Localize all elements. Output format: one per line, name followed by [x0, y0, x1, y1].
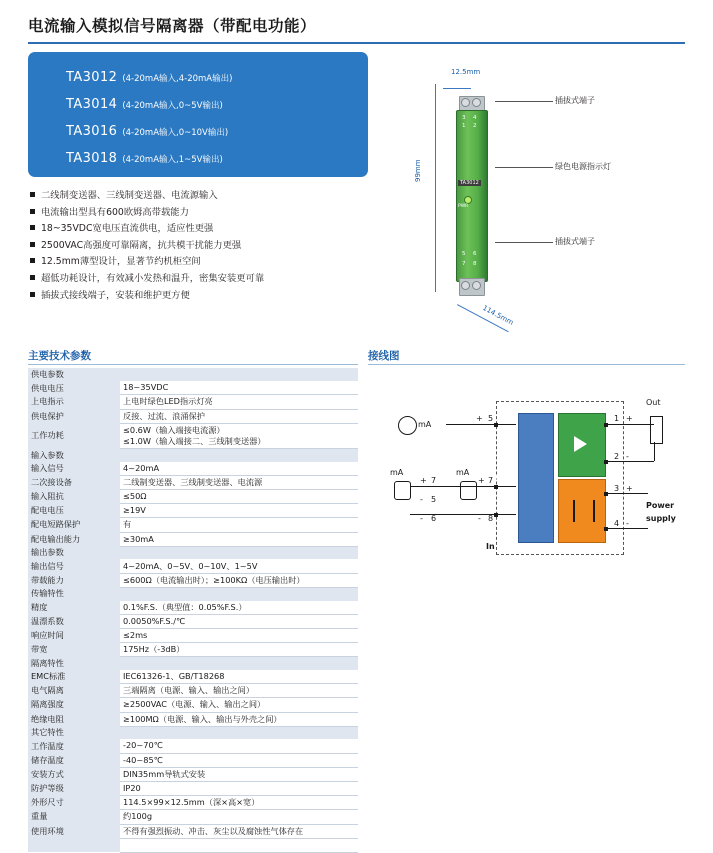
- sign-plus: +: [626, 414, 633, 423]
- sign-plus: +: [626, 484, 633, 493]
- spec-value: ≤2ms: [120, 628, 358, 642]
- device-drawing: [450, 92, 496, 297]
- spec-key: 配电输出能力: [28, 532, 120, 546]
- spec-value: 0.1%F.S.（典型值：0.05%F.S.）: [120, 601, 358, 615]
- callout-top-terminal: 插拔式端子: [555, 96, 595, 105]
- milliamp-meter-icon: [398, 416, 417, 435]
- callout-line-bottom: [495, 242, 553, 243]
- bullet-square-icon: [30, 209, 35, 214]
- spec-value: 二线制变送器、三线制变送器、电流源: [120, 475, 358, 489]
- terminal-7: 7: [431, 476, 437, 485]
- spec-key: 电气隔离: [28, 684, 120, 698]
- spec-value: 18~35VDC: [120, 381, 358, 395]
- spec-value: 三端隔离（电源、输入、输出之间）: [120, 684, 358, 698]
- table-row: [28, 712, 358, 726]
- table-row: [28, 587, 358, 600]
- spec-value: ≤600Ω（电流输出时）；≥100KΩ（电压输出时）: [120, 573, 358, 587]
- sign-plus: +: [478, 476, 485, 485]
- terminal-number: 6: [473, 251, 477, 257]
- spec-value: 约100g: [120, 810, 358, 824]
- power-led-label: PWR: [458, 204, 469, 209]
- wire: [606, 461, 654, 462]
- model-desc: (4-20mA输入,0~10V输出): [122, 128, 229, 138]
- table-row: [28, 753, 358, 767]
- device-model-label: TA3012: [460, 180, 479, 186]
- terminal-dot: [494, 485, 498, 489]
- amplifier-icon: [574, 436, 587, 452]
- spec-key: 安装方式: [28, 767, 120, 781]
- table-row: [28, 670, 358, 684]
- spec-key: 带载能力: [28, 573, 120, 587]
- wiring-section-rule: [368, 364, 685, 365]
- output-block: [558, 413, 606, 477]
- spec-value: [120, 448, 358, 461]
- dimension-height-line: [435, 84, 437, 292]
- model-code: TA3018: [66, 151, 118, 166]
- ma-label-mid: mA: [456, 468, 470, 477]
- model-desc: (4-20mA输入,1~5V输出): [122, 155, 223, 165]
- model-desc: (4-20mA输入,4-20mA输出): [122, 74, 233, 84]
- spec-value: -40~85℃: [120, 753, 358, 767]
- transformer-icon: [573, 500, 595, 522]
- spec-key: 工作温度: [28, 739, 120, 753]
- power-block: [558, 479, 606, 543]
- table-row: [28, 475, 358, 489]
- terminal-screw: [461, 98, 470, 107]
- table-row: [28, 810, 358, 824]
- spec-key: 输入信号: [28, 462, 120, 476]
- table-row: [28, 546, 358, 559]
- table-row: [28, 409, 358, 423]
- terminal-number: 5: [462, 251, 466, 257]
- feature-text: 超低功耗设计，有效减小发热和温升，密集安装更可靠: [41, 272, 265, 284]
- feature-text: 18~35VDC宽电压直流供电，适应性更强: [41, 223, 214, 235]
- spec-key: 使用环境: [28, 824, 120, 838]
- spec-value-line: ≤0.6W（输入端接电流源）: [123, 424, 225, 435]
- spec-value: 上电时绿色LED指示灯亮: [120, 395, 358, 409]
- spec-key: 温漂系数: [28, 614, 120, 628]
- terminal-7b: 7: [488, 476, 494, 485]
- sign-minus: -: [420, 495, 423, 504]
- spec-key: [28, 838, 120, 852]
- wire: [410, 514, 516, 515]
- out-label: Out: [646, 398, 661, 407]
- feature-item: [30, 205, 390, 222]
- spec-key: 输出信号: [28, 559, 120, 573]
- spec-value: IEC61326-1、GB/T18268: [120, 670, 358, 684]
- dimension-width-label: 12.5mm: [451, 68, 481, 76]
- wire: [606, 528, 648, 529]
- terminal-6: 6: [431, 514, 437, 523]
- transmitter-3wire-icon: [460, 481, 477, 500]
- spec-value: DIN35mm导轨式安装: [120, 767, 358, 781]
- wire: [606, 424, 654, 425]
- terminal-screw: [472, 281, 481, 290]
- product-illustration: [395, 52, 695, 332]
- terminal-number: 7: [462, 261, 466, 267]
- table-row: [28, 504, 358, 518]
- spec-value: ≥100MΩ（电源、输入、输出与外壳之间）: [120, 712, 358, 726]
- feature-item: [30, 238, 390, 255]
- spec-key: 响应时间: [28, 628, 120, 642]
- terminal-5-top: 5: [488, 414, 494, 423]
- sign-minus: -: [626, 519, 629, 528]
- terminal-number: 1: [462, 123, 466, 129]
- model-list-box: [28, 52, 368, 177]
- terminal-dot: [494, 423, 498, 427]
- spec-key: EMC标准: [28, 670, 120, 684]
- table-row: [28, 643, 358, 657]
- terminal-dot: [604, 527, 608, 531]
- table-row: [28, 395, 358, 409]
- terminal-8: 8: [488, 514, 494, 523]
- terminal-number: 8: [473, 261, 477, 267]
- table-row: [28, 462, 358, 476]
- spec-value: [120, 838, 358, 852]
- sign-minus: -: [478, 514, 481, 523]
- dimension-depth-label: 114.5mm: [481, 304, 515, 327]
- spec-key: 传输特性: [28, 587, 120, 600]
- spec-key: 防护等级: [28, 781, 120, 795]
- spec-key: 供电参数: [28, 368, 120, 381]
- spec-value: -20~70℃: [120, 739, 358, 753]
- spec-key: 供电电压: [28, 381, 120, 395]
- power-supply-label-1: Power: [646, 501, 675, 510]
- model-code: TA3014: [66, 97, 118, 112]
- table-row: [28, 698, 358, 712]
- table-row: [28, 781, 358, 795]
- ma-label-top: mA: [418, 420, 432, 429]
- table-row: [28, 767, 358, 781]
- spec-value: ≥2500VAC（电源、输入、输出之间）: [120, 698, 358, 712]
- spec-value: 4~20mA: [120, 462, 358, 476]
- spec-value: 0.0050%F.S./℃: [120, 614, 358, 628]
- wire: [446, 424, 516, 425]
- spec-value: IP20: [120, 781, 358, 795]
- sign-plus: +: [420, 476, 427, 485]
- spec-key: 二次接设备: [28, 475, 120, 489]
- model-row: [66, 93, 223, 112]
- bullet-square-icon: [30, 225, 35, 230]
- model-code: TA3012: [66, 70, 118, 85]
- feature-text: 12.5mm薄型设计，显著节约机柜空间: [41, 256, 201, 268]
- wiring-section-title: 接线图: [368, 350, 400, 362]
- table-row: [28, 448, 358, 461]
- sign-minus: -: [420, 514, 423, 523]
- spec-value-multi: [120, 423, 358, 448]
- spec-key: 精度: [28, 601, 120, 615]
- table-row: [28, 381, 358, 395]
- table-row: [28, 532, 358, 546]
- spec-value: 反接、过流、浪涌保护: [120, 409, 358, 423]
- spec-key: 输入参数: [28, 448, 120, 461]
- in-label: In: [486, 542, 495, 551]
- callout-bottom-terminal: 插拔式端子: [555, 237, 595, 246]
- model-desc: (4-20mA输入,0~5V输出): [122, 101, 223, 111]
- bullet-square-icon: [30, 192, 35, 197]
- spec-value: 114.5×99×12.5mm（深×高×宽）: [120, 796, 358, 810]
- page-title: 电流输入模拟信号隔离器（带配电功能）: [28, 17, 317, 35]
- spec-key: 工作功耗: [28, 423, 120, 448]
- table-row: [28, 559, 358, 573]
- table-row: [28, 573, 358, 587]
- feature-text: 2500VAC高强度可靠隔离，抗共模干扰能力更强: [41, 239, 242, 251]
- terminal-1: 1: [614, 414, 620, 423]
- table-row: [28, 518, 358, 532]
- title-divider: [28, 42, 685, 44]
- terminal-dot: [604, 460, 608, 464]
- callout-line-top: [495, 101, 553, 102]
- feature-item: [30, 288, 390, 305]
- model-row: [66, 66, 232, 85]
- spec-key: 输出参数: [28, 546, 120, 559]
- feature-text: 二线制变送器、三线制变送器、电流源输入: [41, 190, 218, 201]
- table-row: [28, 628, 358, 642]
- dimension-width-line: [443, 88, 471, 90]
- spec-value: [120, 726, 358, 739]
- terminal-dot: [494, 513, 498, 517]
- spec-key: 隔离强度: [28, 698, 120, 712]
- spec-value: [120, 368, 358, 381]
- terminal-dot: [604, 423, 608, 427]
- ma-label-left: mA: [390, 468, 404, 477]
- feature-item: [30, 271, 390, 288]
- table-row: [28, 657, 358, 670]
- spec-section-title: 主要技术参数: [28, 350, 91, 362]
- wire: [606, 493, 648, 494]
- terminal-2: 2: [614, 452, 620, 461]
- table-row: [28, 601, 358, 615]
- terminal-screw: [472, 98, 481, 107]
- spec-value: [120, 587, 358, 600]
- table-row: [28, 614, 358, 628]
- power-supply-label-2: supply: [646, 514, 676, 523]
- spec-value: 175Hz（-3dB）: [120, 643, 358, 657]
- terminal-number: 4: [473, 115, 477, 121]
- spec-value: ≥30mA: [120, 532, 358, 546]
- sign-minus: -: [626, 452, 629, 461]
- spec-value: 不得有强烈振动、冲击、灰尘以及腐蚀性气体存在: [120, 824, 358, 838]
- terminal-number: 3: [462, 115, 466, 121]
- spec-value: 4~20mA、0~5V、0~10V、1~5V: [120, 559, 358, 573]
- feature-text: 电流输出型具有600欧姆高带载能力: [41, 206, 189, 218]
- transmitter-2wire-icon: [394, 481, 411, 500]
- spec-key: 输入阻抗: [28, 490, 120, 504]
- model-row: [66, 147, 223, 166]
- terminal-screw: [461, 281, 470, 290]
- spec-value: 有: [120, 518, 358, 532]
- spec-key: 绝缘电阻: [28, 712, 120, 726]
- table-row: [28, 490, 358, 504]
- spec-key: 带宽: [28, 643, 120, 657]
- spec-value: ≤50Ω: [120, 490, 358, 504]
- spec-key: 储存温度: [28, 753, 120, 767]
- input-block: [518, 413, 554, 543]
- spec-value-line: ≤1.0W（输入端接二、三线制变送器）: [123, 435, 266, 446]
- table-row: [28, 796, 358, 810]
- bullet-square-icon: [30, 258, 35, 263]
- table-row: [28, 423, 358, 448]
- table-row: [28, 684, 358, 698]
- terminal-5: 5: [431, 495, 437, 504]
- wiring-diagram: [368, 368, 698, 668]
- spec-key: 隔离特性: [28, 657, 120, 670]
- bullet-square-icon: [30, 292, 35, 297]
- spec-section-rule: [28, 364, 358, 365]
- feature-item: [30, 188, 390, 205]
- device-body: [456, 110, 488, 282]
- wire: [654, 442, 655, 461]
- spec-key: 重量: [28, 810, 120, 824]
- spec-value: [120, 546, 358, 559]
- model-row: [66, 120, 228, 139]
- spec-key: 供电保护: [28, 409, 120, 423]
- bullet-square-icon: [30, 275, 35, 280]
- spec-table: [28, 368, 358, 853]
- spec-key: 配电电压: [28, 504, 120, 518]
- terminal-4: 4: [614, 519, 620, 528]
- callout-line-led: [495, 167, 553, 168]
- dimension-height-label: 99mm: [414, 159, 422, 182]
- sign-plus: +: [476, 414, 483, 423]
- terminal-number: 2: [473, 123, 477, 129]
- table-row: [28, 824, 358, 838]
- terminal-3: 3: [614, 484, 620, 493]
- spec-key: 配电短路保护: [28, 518, 120, 532]
- callout-led: 绿色电源指示灯: [555, 162, 611, 171]
- spec-value: [120, 657, 358, 670]
- power-led-icon: [464, 196, 472, 204]
- table-row: [28, 739, 358, 753]
- terminal-dot: [604, 492, 608, 496]
- spec-key: 外形尺寸: [28, 796, 120, 810]
- table-row: [28, 368, 358, 381]
- feature-text: 插拔式接线端子，安装和维护更方便: [41, 289, 190, 301]
- bullet-square-icon: [30, 242, 35, 247]
- spec-key: 上电指示: [28, 395, 120, 409]
- model-code: TA3016: [66, 124, 118, 139]
- spec-key: 其它特性: [28, 726, 120, 739]
- table-row: [28, 726, 358, 739]
- feature-list: [30, 188, 390, 304]
- feature-item: [30, 221, 390, 238]
- feature-item: [30, 254, 390, 271]
- table-row: [28, 838, 358, 852]
- load-resistor-icon: [650, 416, 663, 444]
- spec-value: ≥19V: [120, 504, 358, 518]
